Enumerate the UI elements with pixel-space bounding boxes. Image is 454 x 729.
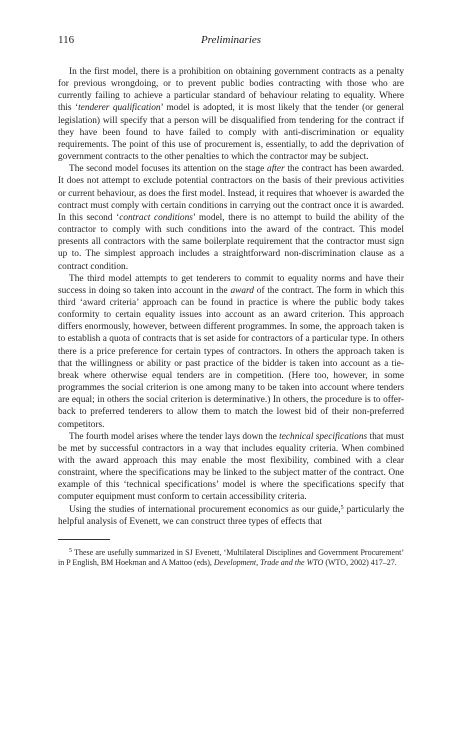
paragraph-award-criteria-model xyxy=(58,273,404,431)
paragraph-contract-conditions-model xyxy=(58,163,404,272)
paragraph-procurement-economics xyxy=(58,504,404,528)
italic-text: after xyxy=(267,164,285,175)
text-run: The third model attempts to get tenderers to commit to equality norms and have their success in doing so taken into account in the xyxy=(58,273,404,296)
footnote-marker: 5 xyxy=(69,547,72,554)
footnote-divider xyxy=(58,539,110,540)
page-header xyxy=(58,34,404,50)
text-run: These are usefully summarized in SJ Evenett, ‘Multilateral Disciplines and Government Procurement’ in P English, BM Hoekman and A Mattoo (eds), xyxy=(58,547,404,568)
running-head: Preliminaries xyxy=(200,34,262,46)
text-run: The second model focuses its attention on the stage xyxy=(69,164,268,175)
text-run: The fourth model arises where the tender lays down the xyxy=(69,431,280,442)
text-run: ’ model, there is no attempt to build the ability of the contractor to comply with such conditions into the award of the contract. This model presents all contractors with the same boilerplate requirement that the contractor must sign up to. The simplest approach includes a straightforward non-discrimination clause as a contract condition. xyxy=(58,212,404,272)
book-page xyxy=(58,34,404,577)
text-run: that must be met by successful contractors in a way that includes equality criteria. When combined with the award approach this may enable the most flexibility, combined with a clear constraint, where the specifications may be linked to the subject matter of the contract. One example of this ‘technical specifications’ model is where the specifications specify that computer equipment must conform to certain accessibility criteria. xyxy=(58,431,404,503)
paragraph-tenderer-qualification-model xyxy=(58,66,404,163)
text-run: of the contract. The form in which this third ‘award criteria’ approach can be found in practice is where the public body takes conformity to certain equality issues into account as an award criterion. This approach differs enormously, however, between different programmes. In some, the approach taken is to establish a quota of contracts that is set aside for contractors of a particular type. In others there is a price preference for certain types of contractors. In others the approach taken is that the willingness or ability or past practice of the bidder is taken into account as a tie-break where otherwise equal tenders are in competition. (Here too, however, in some programmes the social criterion is one among many to be taken into account where tenders are equal; in others the social criterion is determinative.) In others, the procedure is to offer-back to preferred tenderers to allow them to match the lowest bid of their non-preferred competitors. xyxy=(58,285,404,430)
text-run: (WTO, 2002) 417–27. xyxy=(323,558,397,568)
italic-text: contract conditions xyxy=(119,212,193,223)
italic-text: award xyxy=(230,285,254,296)
footnote-marker: 5 xyxy=(340,504,344,511)
text-run: In the first model, there is a prohibition on obtaining government contracts as a penalty for previous wrongdoing, or to prevent public bodies contracting with those who are currently failing to achieve a particular standard of behaviour relating to equality. Where this ‘ xyxy=(58,67,404,114)
text-run: particularly the helpful analysis of Evenett, we can construct three types of effects that xyxy=(58,504,404,527)
text-run: the contract has been awarded. It does not attempt to exclude potential contractors on the basis of their previous activities or current behaviour, as does the first model. Instead, it requires that whoever is awarded the contract must comply with certain conditions in carrying out the contract once it is awarded. In this second ‘ xyxy=(58,164,404,223)
text-run: ’ model is adopted, it is most likely that the tender (or general legislation) will specify that a person will be disqualified from tendering for the contract if they have been found to have failed to comply with anti-discrimination or equality requirements. The point of this use of procurement is, essentially, to add the deprivation of government contracts to the other penalties to which the contractor may be subject. xyxy=(58,103,404,163)
page-number: 116 xyxy=(58,34,75,46)
paragraph-technical-specifications-model xyxy=(58,431,404,504)
italic-text: Development, Trade and the WTO xyxy=(213,558,324,568)
italic-text: technical specifications xyxy=(279,431,368,442)
text-run: Using the studies of international procurement economics as our guide, xyxy=(69,504,341,515)
italic-text: tenderer qualification xyxy=(78,103,161,114)
body-text xyxy=(58,66,404,528)
footnote-5 xyxy=(58,548,404,569)
